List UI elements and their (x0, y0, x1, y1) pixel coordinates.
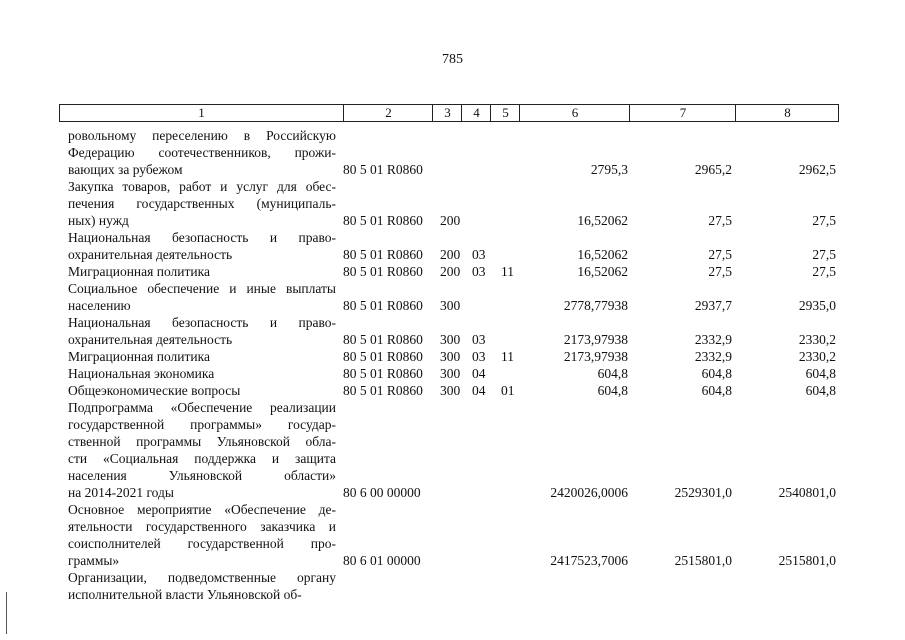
header-col-1: 1 (198, 105, 205, 120)
row-name (68, 399, 336, 501)
row-code: 80 5 01 R0860 (343, 366, 423, 381)
row-value-col8: 2515801,0 (778, 553, 836, 568)
row-name-line: Национальная экономика (68, 366, 215, 381)
row-name (68, 263, 336, 280)
row-expense-type: 300 (440, 349, 461, 364)
header-col-5: 5 (490, 105, 520, 121)
row-code: 80 5 01 R0860 (343, 298, 423, 313)
row-value-col6: 16,52062 (577, 213, 628, 228)
row-value-col8: 27,5 (812, 247, 836, 262)
header-col-4: 4 (461, 105, 491, 121)
row-value-col7: 2332,9 (694, 349, 732, 364)
row-section: 04 (472, 383, 486, 398)
row-name (68, 501, 336, 569)
row-code: 80 5 01 R0860 (343, 213, 423, 228)
row-name-line: охранительная деятельность (68, 332, 233, 347)
row-name-line: Закупка товаров, работ и услуг для обес- (68, 179, 336, 194)
row-value-col6: 2795,3 (590, 162, 628, 177)
row-name (68, 569, 336, 603)
row-name-line: ровольному переселению в Российскую (68, 128, 336, 143)
row-value-col7: 604,8 (701, 383, 732, 398)
row-code: 80 5 01 R0860 (343, 264, 423, 279)
row-section: 04 (472, 366, 486, 381)
row-code: 80 5 01 R0860 (343, 332, 423, 347)
row-name (68, 314, 336, 348)
row-value-col7: 604,8 (701, 366, 732, 381)
row-expense-type: 200 (440, 247, 461, 262)
row-value-col6: 2778,77938 (563, 298, 628, 313)
row-code: 80 5 01 R0860 (343, 162, 423, 177)
row-value-col8: 2935,0 (798, 298, 836, 313)
row-code: 80 6 00 00000 (343, 485, 421, 500)
row-name-line: населения Ульяновской области» (68, 468, 336, 483)
row-name-line: Социальное обеспечение и иные выплаты (68, 281, 336, 296)
row-name-line: Федерацию соотечественников, прожи- (68, 145, 336, 160)
row-value-col7: 27,5 (708, 213, 732, 228)
row-name-line: ственной программы Ульяновской обла- (68, 434, 336, 449)
row-name (68, 127, 336, 178)
row-name-line: Миграционная политика (68, 349, 210, 364)
row-name (68, 229, 336, 263)
row-value-col7: 2529301,0 (674, 485, 732, 500)
row-value-col6: 2420026,0006 (550, 485, 628, 500)
row-name-line: ных) нужд (68, 213, 129, 228)
row-name-line: населению (68, 298, 131, 313)
row-expense-type: 300 (440, 332, 461, 347)
row-subsection: 01 (501, 383, 515, 398)
row-name-line: соисполнителей государственной про- (68, 536, 336, 551)
row-value-col8: 27,5 (812, 213, 836, 228)
page-number: 785 (442, 52, 463, 67)
row-value-col8: 2330,2 (798, 332, 836, 347)
row-name-line: Национальная безопасность и право- (68, 230, 336, 245)
row-expense-type: 200 (440, 213, 461, 228)
row-name-line: Общеэкономические вопросы (68, 383, 241, 398)
row-name (68, 348, 336, 365)
row-value-col8: 604,8 (805, 366, 836, 381)
row-subsection: 11 (501, 264, 514, 279)
row-subsection: 11 (501, 349, 514, 364)
header-col-3: 3 (432, 105, 462, 121)
row-value-col8: 27,5 (812, 264, 836, 279)
row-value-col6: 604,8 (597, 383, 628, 398)
row-expense-type: 200 (440, 264, 461, 279)
table-header (59, 104, 839, 122)
row-section: 03 (472, 332, 486, 347)
row-code: 80 6 01 00000 (343, 553, 421, 568)
header-col-8: 8 (735, 105, 839, 121)
row-name-line: граммы» (68, 553, 120, 568)
row-expense-type: 300 (440, 383, 461, 398)
row-name-line: Национальная безопасность и право- (68, 315, 336, 330)
row-value-col6: 2417523,7006 (550, 553, 628, 568)
row-value-col8: 604,8 (805, 383, 836, 398)
row-expense-type: 300 (440, 298, 461, 313)
row-expense-type: 300 (440, 366, 461, 381)
row-value-col8: 2962,5 (798, 162, 836, 177)
row-code: 80 5 01 R0860 (343, 383, 423, 398)
row-name (68, 382, 336, 399)
row-code: 80 5 01 R0860 (343, 349, 423, 364)
row-name-line: сти «Социальная поддержка и защита (68, 451, 336, 466)
row-name (68, 280, 336, 314)
row-value-col7: 27,5 (708, 247, 732, 262)
row-value-col7: 2332,9 (694, 332, 732, 347)
row-name-line: Основное мероприятие «Обеспечение де- (68, 502, 336, 517)
row-section: 03 (472, 247, 486, 262)
row-value-col7: 2515801,0 (674, 553, 732, 568)
row-section: 03 (472, 349, 486, 364)
row-name-line: на 2014-2021 годы (68, 485, 174, 500)
row-name-line: исполнительной власти Ульяновской об- (68, 587, 302, 602)
row-name-line: печения государственных (муниципаль- (68, 196, 336, 211)
row-name-line: государственной программы» государ- (68, 417, 336, 432)
row-section: 03 (472, 264, 486, 279)
row-name-line: Подпрограмма «Обеспечение реализации (68, 400, 336, 415)
row-name-line: ятельности государственного заказчика и (68, 519, 336, 534)
row-name-line: охранительная деятельность (68, 247, 233, 262)
row-value-col7: 27,5 (708, 264, 732, 279)
row-value-col6: 2173,97938 (563, 349, 628, 364)
scan-edge-mark (6, 592, 7, 634)
row-name (68, 178, 336, 229)
row-value-col7: 2937,7 (694, 298, 732, 313)
row-name-line: Миграционная политика (68, 264, 210, 279)
header-col-7: 7 (629, 105, 736, 121)
header-col-2: 2 (343, 105, 433, 121)
row-value-col6: 604,8 (597, 366, 628, 381)
row-value-col8: 2540801,0 (778, 485, 836, 500)
row-value-col6: 2173,97938 (563, 332, 628, 347)
row-value-col6: 16,52062 (577, 264, 628, 279)
row-value-col8: 2330,2 (798, 349, 836, 364)
row-value-col7: 2965,2 (694, 162, 732, 177)
header-col-6: 6 (519, 105, 630, 121)
row-name-line: вающих за рубежом (68, 162, 183, 177)
row-value-col6: 16,52062 (577, 247, 628, 262)
row-name (68, 365, 336, 382)
row-name-line: Организации, подведомственные органу (68, 570, 336, 585)
row-code: 80 5 01 R0860 (343, 247, 423, 262)
